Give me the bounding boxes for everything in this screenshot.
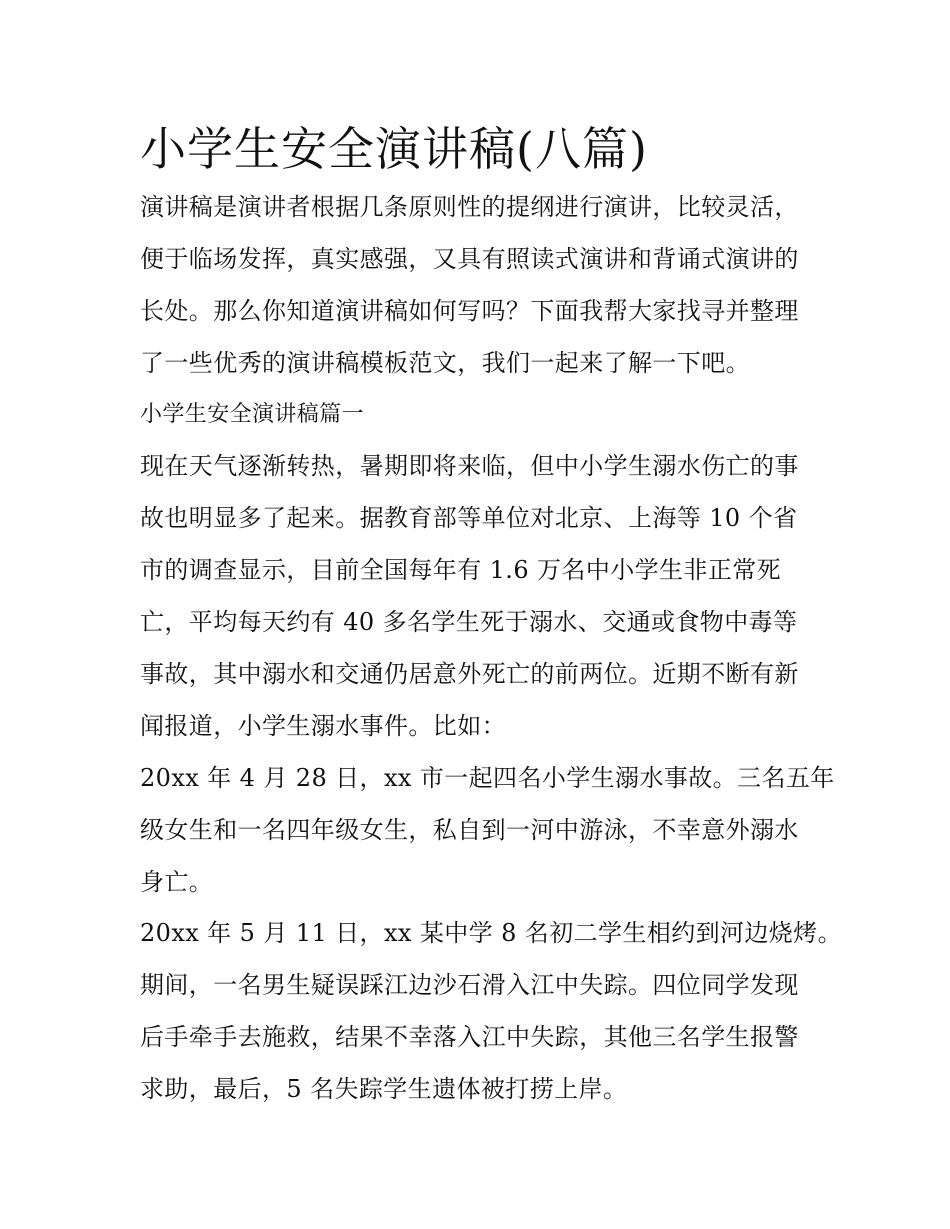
document-title: 小学生安全演讲稿(八篇) — [140, 122, 648, 176]
paragraph-1-line: 市的调查显示，目前全国每年有 1.6 万名中小学生非正常死 — [140, 556, 782, 585]
intro-line: 便于临场发挥，真实感强，又具有照读式演讲和背诵式演讲的 — [140, 244, 799, 273]
paragraph-3-line: 20xx 年 5 月 11 日，xx 某中学 8 名初二学生相约到河边烧烤。 — [140, 919, 842, 948]
document-content — [140, 118, 842, 1128]
paragraph-1-line: 事故，其中溺水和交通仍居意外死亡的前两位。近期不断有新 — [140, 660, 799, 689]
intro-line: 演讲稿是演讲者根据几条原则性的提纲进行演讲，比较灵活， — [140, 193, 799, 221]
section-heading: 小学生安全演讲稿篇一 — [140, 401, 365, 427]
paragraph-2-line: 20xx 年 4 月 28 日，xx 市一起四名小学生溺水事故。三名五年 — [140, 763, 835, 792]
paragraph-2-line: 级女生和一名四年级女生，私自到一河中游泳，不幸意外溺水 — [140, 815, 799, 844]
paragraph-1-line: 现在天气逐渐转热，暑期即将来临，但中小学生溺水伤亡的事 — [140, 452, 799, 481]
paragraph-1-line: 亡，平均每天约有 40 多名学生死于溺水、交通或食物中毒等 — [140, 608, 798, 637]
paragraph-2-line: 身亡。 — [140, 867, 214, 896]
paragraph-3-line: 求助，最后，5 名失踪学生遗体被打捞上岸。 — [140, 1075, 628, 1104]
paragraph-1-line: 闻报道，小学生溺水事件。比如： — [140, 711, 506, 740]
intro-line: 了一些优秀的演讲稿模板范文，我们一起来了解一下吧。 — [140, 348, 750, 377]
paragraph-1-line: 故也明显多了起来。据教育部等单位对北京、上海等 10 个省 — [140, 504, 798, 533]
paragraph-3-line: 期间，一名男生疑误踩江边沙石滑入江中失踪。四位同学发现 — [140, 971, 799, 1000]
intro-line: 长处。那么你知道演讲稿如何写吗？下面我帮大家找寻并整理 — [140, 296, 799, 325]
paragraph-3-line: 后手牵手去施救，结果不幸落入江中失踪，其他三名学生报警 — [140, 1023, 799, 1052]
